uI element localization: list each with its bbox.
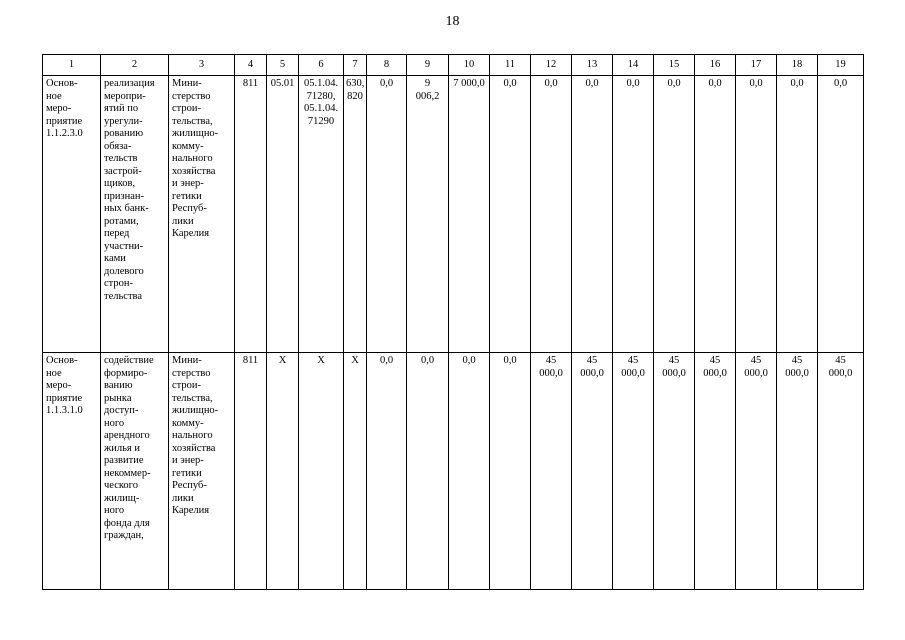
table-cell: 0,0 bbox=[367, 353, 407, 590]
column-header: 9 bbox=[407, 55, 449, 76]
table-cell: 45 000,0 bbox=[613, 353, 654, 590]
table-cell: X bbox=[299, 353, 344, 590]
table-cell: 0,0 bbox=[613, 76, 654, 353]
table-cell: 0,0 bbox=[572, 76, 613, 353]
table-cell: 45 000,0 bbox=[531, 353, 572, 590]
column-header: 6 bbox=[299, 55, 344, 76]
column-header: 18 bbox=[777, 55, 818, 76]
table-cell: 811 bbox=[235, 353, 267, 590]
table-cell: 0,0 bbox=[818, 76, 864, 353]
column-header: 3 bbox=[169, 55, 235, 76]
budget-table bbox=[42, 54, 864, 590]
page-number: 18 bbox=[445, 14, 460, 29]
column-header: 5 bbox=[267, 55, 299, 76]
table-cell: X bbox=[344, 353, 367, 590]
table-cell: 0,0 bbox=[531, 76, 572, 353]
table-cell: 7 000,0 bbox=[449, 76, 490, 353]
column-header: 10 bbox=[449, 55, 490, 76]
table-cell: 45 000,0 bbox=[777, 353, 818, 590]
header-row bbox=[43, 55, 864, 76]
table-cell: 0,0 bbox=[695, 76, 736, 353]
table-cell: 0,0 bbox=[490, 353, 531, 590]
table-cell: 45 000,0 bbox=[695, 353, 736, 590]
executor-cell: Мини- стерство строи- тельства, жилищно- комму- нального хозяйства и энер- гетики Респуб- лики Карелия bbox=[169, 353, 235, 590]
column-header: 15 bbox=[654, 55, 695, 76]
activity-name-cell: Основ- ное меро- приятие 1.1.3.1.0 bbox=[43, 353, 101, 590]
table-cell: 45 000,0 bbox=[572, 353, 613, 590]
table-cell: 45 000,0 bbox=[654, 353, 695, 590]
column-header: 1 bbox=[43, 55, 101, 76]
table-cell: X bbox=[267, 353, 299, 590]
table-cell: 0,0 bbox=[736, 76, 777, 353]
activity-description-cell: реализация меропри- ятий по урегули- рованию обяза- тельств застрой- щиков, признан- ных банк- ротами, перед участни- ками долевого строн- тельства bbox=[101, 76, 169, 353]
table-row bbox=[43, 76, 864, 353]
table-cell: 9 006,2 bbox=[407, 76, 449, 353]
column-header: 14 bbox=[613, 55, 654, 76]
column-header: 11 bbox=[490, 55, 531, 76]
executor-cell: Мини- стерство строи- тельства, жилищно- комму- нального хозяйства и энер- гетики Респуб- лики Карелия bbox=[169, 76, 235, 353]
column-header: 8 bbox=[367, 55, 407, 76]
column-header: 7 bbox=[344, 55, 367, 76]
column-header: 17 bbox=[736, 55, 777, 76]
table-cell: 45 000,0 bbox=[818, 353, 864, 590]
column-header: 13 bbox=[572, 55, 613, 76]
table-cell: 630, 820 bbox=[344, 76, 367, 353]
table-cell: 45 000,0 bbox=[736, 353, 777, 590]
table-cell: 0,0 bbox=[490, 76, 531, 353]
activity-name-cell: Основ- ное меро- приятие 1.1.2.3.0 bbox=[43, 76, 101, 353]
column-header: 19 bbox=[818, 55, 864, 76]
table-row bbox=[43, 353, 864, 590]
table-cell: 0,0 bbox=[777, 76, 818, 353]
table-cell: 05.1.04. 71280, 05.1.04. 71290 bbox=[299, 76, 344, 353]
table-cell: 05.01 bbox=[267, 76, 299, 353]
column-header: 2 bbox=[101, 55, 169, 76]
column-header: 12 bbox=[531, 55, 572, 76]
table-cell: 811 bbox=[235, 76, 267, 353]
table-cell: 0,0 bbox=[407, 353, 449, 590]
table-cell: 0,0 bbox=[449, 353, 490, 590]
column-header: 4 bbox=[235, 55, 267, 76]
activity-description-cell: содействие формиро- ванию рынка доступ- ного арендного жилья и развитие некоммер- ческого жилищ- ного фонда для граждан, bbox=[101, 353, 169, 590]
table-cell: 0,0 bbox=[654, 76, 695, 353]
table-cell: 0,0 bbox=[367, 76, 407, 353]
column-header: 16 bbox=[695, 55, 736, 76]
